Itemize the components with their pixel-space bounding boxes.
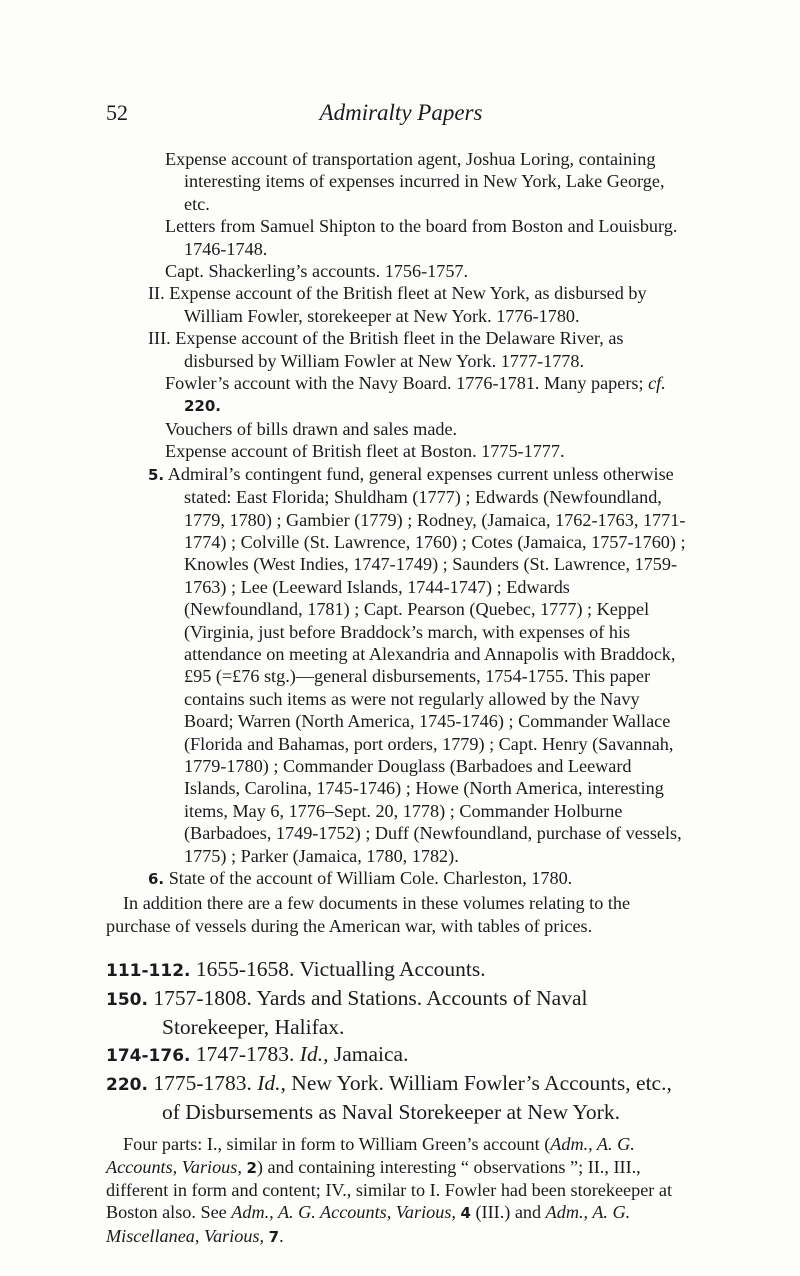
fowler-text: Fowler’s account with the Navy Board. 1776-1781. Many papers; — [165, 373, 644, 394]
volume-text: 1655-1658. Victualling Accounts. — [195, 957, 486, 982]
entry-vouchers: Vouchers of bills drawn and sales made. — [165, 418, 458, 439]
roman-text: Expense account of the British fleet at New York, as disbursed by William Fowler, storekeeper at New York. 1776-1780. — [169, 283, 647, 326]
roman-number: II. — [148, 283, 165, 304]
volume-number: 220. — [106, 1075, 148, 1096]
volume-entry-111-112 — [106, 956, 692, 985]
paragraph-four-parts — [106, 1133, 692, 1248]
citation-number: 2 — [246, 1158, 257, 1177]
entry-shackerling: Capt. Shackerling’s accounts. 1756-1757. — [165, 261, 469, 282]
cf-reference: 220. — [184, 397, 222, 416]
paragraph-additional-documents: In addition there are a few documents in these volumes relating to the purchase of vessels during the American war, with tables of prices. — [106, 893, 631, 936]
citation: Adm., A. G. Accounts, Various, — [231, 1202, 456, 1223]
volume-text: New York. William Fowler’s Accounts, etc., of Disbursements as Naval Storekeeper at New York. — [162, 1071, 672, 1125]
citation: Adm., A. G. Miscellanea, Various, — [106, 1202, 631, 1246]
volume-entry-150 — [106, 985, 692, 1041]
roman-item-iii — [106, 327, 692, 372]
page-number: 52 — [106, 100, 128, 125]
item-5 — [106, 463, 692, 867]
volume-text: 1757-1808. Yards and Stations. Accounts of Naval Storekeeper, Halifax. — [153, 986, 588, 1040]
item-number: 6. — [148, 870, 165, 888]
volume-dates: 1775-1783. — [153, 1071, 252, 1096]
idem-abbrev: Id., — [299, 1042, 329, 1067]
volume-text: Jamaica. — [333, 1042, 409, 1067]
para-text: . — [279, 1225, 284, 1246]
citation: Adm., A. G. Accounts, Various, — [106, 1134, 635, 1177]
volume-number: 174-176. — [106, 1046, 191, 1067]
citation-number: 4 — [460, 1204, 471, 1223]
entry-boston-fleet: Expense account of British fleet at Boston. 1775-1777. — [165, 441, 565, 462]
item-text: Admiral’s contingent fund, general expenses current unless otherwise stated: East Florida; Shuldham (1777) ; Edwards (Newfoundland, 1779, 1780) ; Gambier (1779) ; Rodney, (Jamaica, 1762-1763, 1771-1774) ; Colville (St. Lawrence, 1760) ; Cotes (Jamaica, 1757-1760) ; Knowles (West Indies, 1747-1749) ; Saunders (St. Lawrence, 1759-1763) ; Lee (Leeward Islands, 1744-1747) ; Edwards (Newfoundland, 1781) ; Capt. Pearson (Quebec, 1777) ; Keppel (Virginia, just before Braddock’s march, with expenses of his attendance on meeting at Alexandria and Annapolis with Braddock, £95 (=£76 stg.)—general disbursements, 1754-1755. This paper contains such items as were not regularly allowed by the Navy Board; Warren (North America, 1745-1746) ; Commander Wallace (Florida and Bahamas, port orders, 1779) ; Capt. Henry (Savannah, 1779-1780) ; Commander Douglass (Barbadoes and Leeward Islands, Carolina, 1745-1746) ; Howe (North America, interesting items, May 6, 1776–Sept. 20, 1778) ; Commander Holburne (Barbadoes, 1749-1752) ; Duff (Newfoundland, purchase of vessels, 1775) ; Parker (Jamaica, 1780, 1782). — [167, 463, 686, 866]
roman-number: III. — [148, 328, 171, 349]
volume-dates: 1747-1783. — [195, 1042, 295, 1067]
roman-item-ii — [106, 282, 692, 327]
volume-number: 150. — [106, 990, 148, 1011]
idem-abbrev: Id., — [257, 1071, 286, 1096]
volume-number: 111-112. — [106, 961, 191, 982]
volume-entry-174-176 — [106, 1041, 692, 1070]
entry-loring: Expense account of transportation agent, Joshua Loring, containing interesting items of expenses incurred in New York, Lake George, etc. — [165, 149, 665, 214]
item-text: State of the account of William Cole. Charleston, 1780. — [168, 868, 573, 888]
volume-entry-220 — [106, 1070, 692, 1126]
citation-number: 7 — [268, 1227, 280, 1246]
item-6 — [106, 867, 692, 890]
page-header — [106, 100, 696, 134]
volume-list — [106, 956, 692, 1126]
para-text: Four parts: I., similar in form to William Green’s account ( — [123, 1134, 551, 1155]
para-text: ) and containing interesting “ observations ”; II., III., different in form and content; IV., similar to I. Fowler had been storekeeper at Boston also. See — [106, 1156, 672, 1223]
roman-text: Expense account of the British fleet in the Delaware River, as disbursed by William Fowler at New York. 1777-1778. — [175, 328, 624, 371]
entry-fowler-account — [106, 372, 692, 418]
cf-label: cf. — [648, 373, 666, 394]
item-number: 5. — [148, 465, 165, 484]
entry-shipton: Letters from Samuel Shipton to the board from Boston and Louisburg. 1746-1748. — [165, 216, 678, 259]
page-body — [106, 148, 692, 1248]
para-text: (III.) and — [475, 1202, 542, 1223]
running-title: Admiralty Papers — [319, 100, 483, 125]
